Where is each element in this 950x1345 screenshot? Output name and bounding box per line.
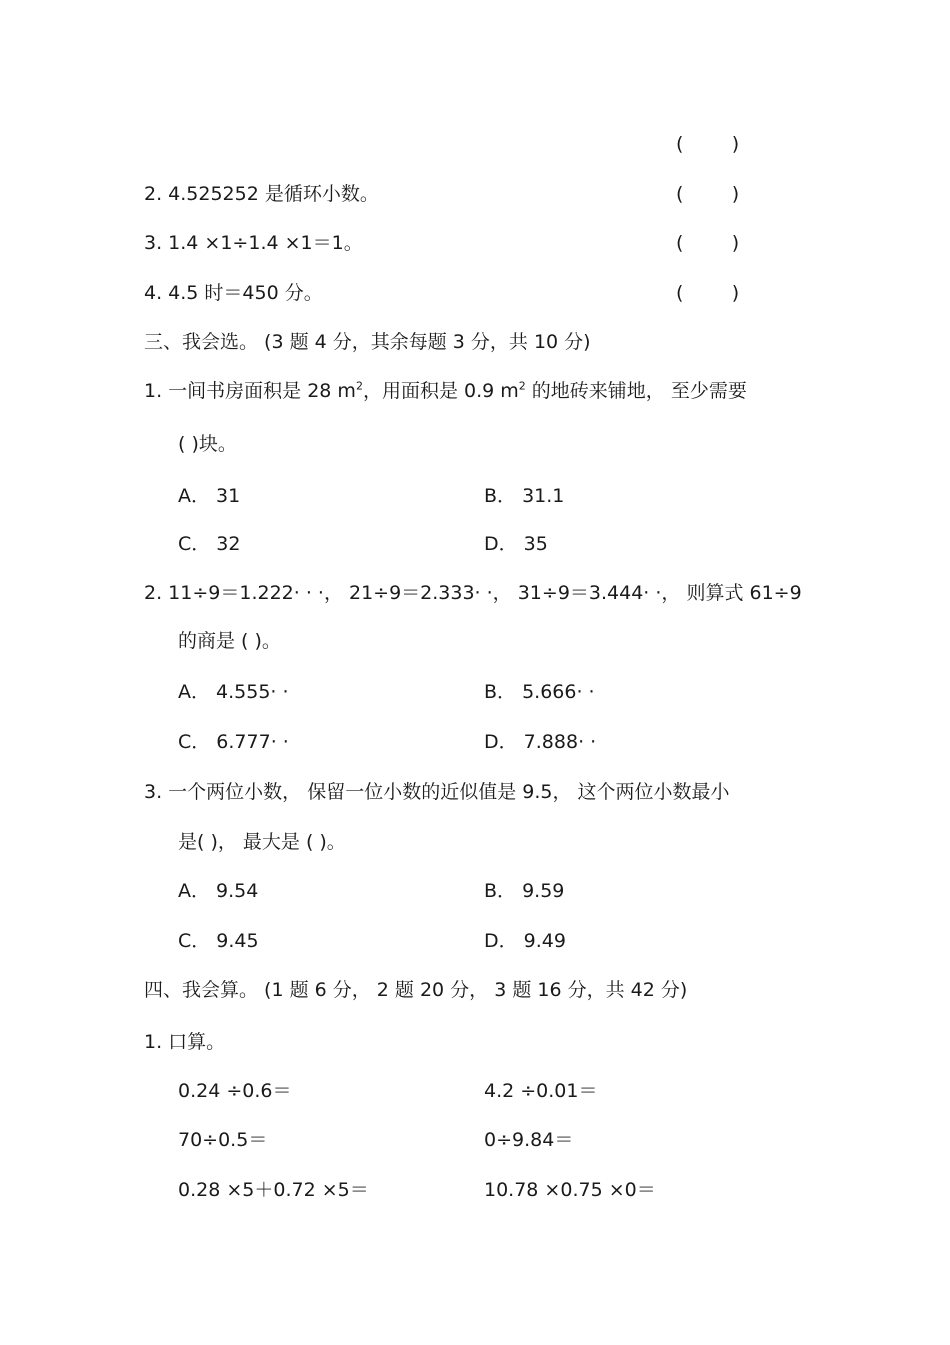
option-c[interactable]: C． 9.45 — [178, 930, 259, 952]
option-a[interactable]: A． 31 — [178, 485, 241, 507]
q1-sup-1: 2 — [355, 379, 363, 393]
calc-item: 70÷0.5＝ — [178, 1129, 268, 1151]
choice-question-2: 2. 11÷9＝1.222· · ·， 21÷9＝2.333· ·， 31÷9＝3.444· ·， 则算式 61÷9 — [144, 582, 802, 604]
option-a[interactable]: A． 4.555· · — [178, 681, 289, 703]
choice-question-1 — [144, 379, 747, 403]
option-d[interactable]: D． 7.888· · — [484, 731, 597, 753]
choice-question-3-cont: 是( )， 最大是 ( )。 — [178, 831, 346, 853]
judge-question-3: 3. 1.4 ×1÷1.4 ×1＝1。 — [144, 232, 363, 254]
choice-question-2-cont: 的商是 ( )。 — [178, 630, 281, 652]
calc-question-1: 1. 口算。 — [144, 1031, 226, 1053]
option-d[interactable]: D． 9.49 — [484, 930, 566, 952]
option-b[interactable]: B． 9.59 — [484, 880, 565, 902]
calc-item: 4.2 ÷0.01＝ — [484, 1080, 598, 1102]
q1-stem-a: 1. 一间书房面积是 28 m — [144, 380, 356, 402]
option-d[interactable]: D． 35 — [484, 533, 548, 555]
q1-stem-c: 的地砖来铺地， 至少需要 — [525, 380, 747, 402]
choice-question-3: 3. 一个两位小数， 保留一位小数的近似值是 9.5， 这个两位小数最小 — [144, 781, 730, 803]
calc-item: 0.28 ×5＋0.72 ×5＝ — [178, 1179, 369, 1201]
calc-item: 10.78 ×0.75 ×0＝ — [484, 1179, 656, 1201]
answer-paren[interactable]: ( ) — [676, 232, 740, 254]
q1-sup-2: 2 — [518, 379, 526, 393]
answer-paren[interactable]: ( ) — [676, 133, 740, 155]
option-c[interactable]: C． 32 — [178, 533, 241, 555]
option-b[interactable]: B． 5.666· · — [484, 681, 595, 703]
option-b[interactable]: B． 31.1 — [484, 485, 565, 507]
section-heading-choose: 三、我会选。 (3 题 4 分，其余每题 3 分，共 10 分) — [144, 331, 591, 353]
judge-question-2: 2. 4.525252 是循环小数。 — [144, 183, 379, 205]
answer-paren[interactable]: ( ) — [676, 183, 740, 205]
option-c[interactable]: C． 6.777· · — [178, 731, 289, 753]
option-a[interactable]: A． 9.54 — [178, 880, 259, 902]
choice-question-1-cont: ( )块。 — [178, 433, 237, 455]
q1-stem-b: ，用面积是 0.9 m — [362, 380, 519, 402]
judge-question-4: 4. 4.5 时＝450 分。 — [144, 282, 323, 304]
calc-item: 0÷9.84＝ — [484, 1129, 574, 1151]
answer-paren[interactable]: ( ) — [676, 282, 740, 304]
calc-item: 0.24 ÷0.6＝ — [178, 1080, 292, 1102]
section-heading-calculate: 四、我会算。 (1 题 6 分， 2 题 20 分， 3 题 16 分，共 42 分) — [144, 979, 688, 1001]
